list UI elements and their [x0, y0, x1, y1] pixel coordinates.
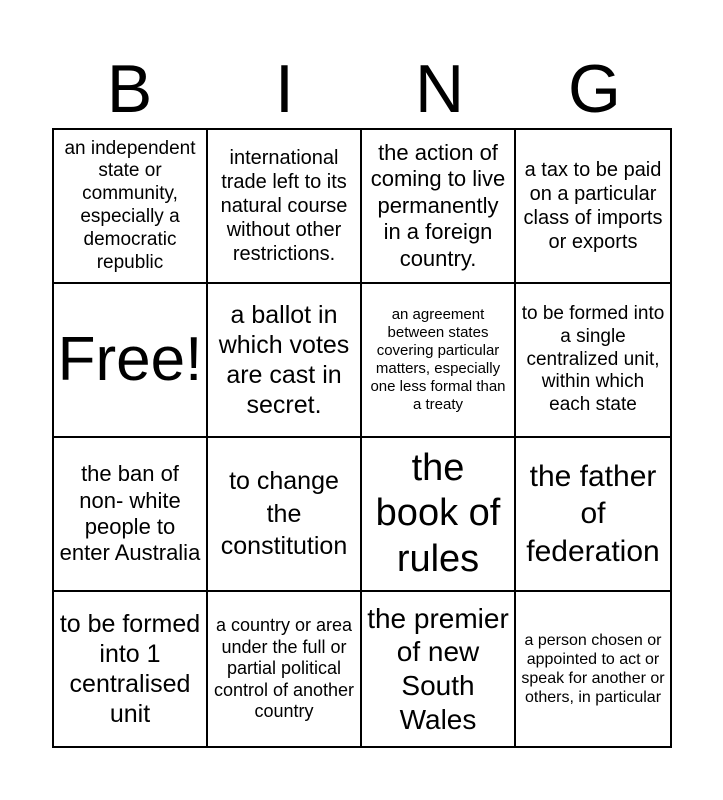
bingo-cell-r4c4[interactable] — [516, 592, 670, 746]
cell-text: the ban of non- white people to enter Australia — [59, 461, 201, 566]
cell-text: a country or area under the full or partial political control of another country — [213, 615, 355, 722]
cell-text: the premier of new South Wales — [367, 602, 509, 735]
cell-text: an independent state or community, especially a democratic republic — [64, 137, 196, 273]
cell-text: international trade left to its natural course without other restrictions. — [220, 147, 348, 265]
bingo-cell-r2c3[interactable] — [362, 284, 516, 438]
bingo-cell-r1c2[interactable] — [208, 130, 362, 284]
cell-text: a person chosen or appointed to act or speak for another or others, in particular — [521, 631, 665, 707]
bingo-cell-r2c2[interactable] — [208, 284, 362, 438]
cell-text: to be formed into 1 centralised unit — [59, 610, 201, 728]
cell-text: the book of rules — [375, 446, 501, 580]
bingo-cell-r1c4[interactable] — [516, 130, 670, 284]
cell-text: to be formed into a single centralized unit, within which each state — [521, 303, 665, 416]
cell-text: Free! — [57, 325, 203, 394]
header-letter-b: B — [106, 51, 153, 127]
cell-text: to change the constitution — [220, 467, 348, 561]
header-letter-i: I — [275, 51, 294, 127]
bingo-cell-r4c1[interactable] — [54, 592, 208, 746]
bingo-cell-r4c3[interactable] — [362, 592, 516, 746]
bingo-cell-free[interactable] — [54, 284, 208, 438]
bingo-board — [52, 128, 672, 748]
header-letter-g: G — [568, 51, 621, 127]
bingo-cell-r3c2[interactable] — [208, 438, 362, 592]
bingo-cell-r3c4[interactable] — [516, 438, 670, 592]
cell-text: the father of federation — [526, 459, 660, 568]
bingo-cell-r2c4[interactable] — [516, 284, 670, 438]
cell-text: an agreement between states covering particular matters, especially one less formal than a treaty — [370, 306, 506, 413]
cell-text: a ballot in which votes are cast in secret. — [218, 301, 350, 419]
bingo-cell-r1c1[interactable] — [54, 130, 208, 284]
bingo-cell-r3c1[interactable] — [54, 438, 208, 592]
bingo-header — [52, 50, 672, 128]
bingo-cell-r3c3[interactable] — [362, 438, 516, 592]
header-letter-n: N — [414, 51, 465, 127]
cell-text: the action of coming to live permanently in a foreign country. — [370, 140, 506, 271]
bingo-cell-r1c3[interactable] — [362, 130, 516, 284]
bingo-cell-r4c2[interactable] — [208, 592, 362, 746]
cell-text: a tax to be paid on a particular class of imports or exports — [523, 159, 663, 253]
